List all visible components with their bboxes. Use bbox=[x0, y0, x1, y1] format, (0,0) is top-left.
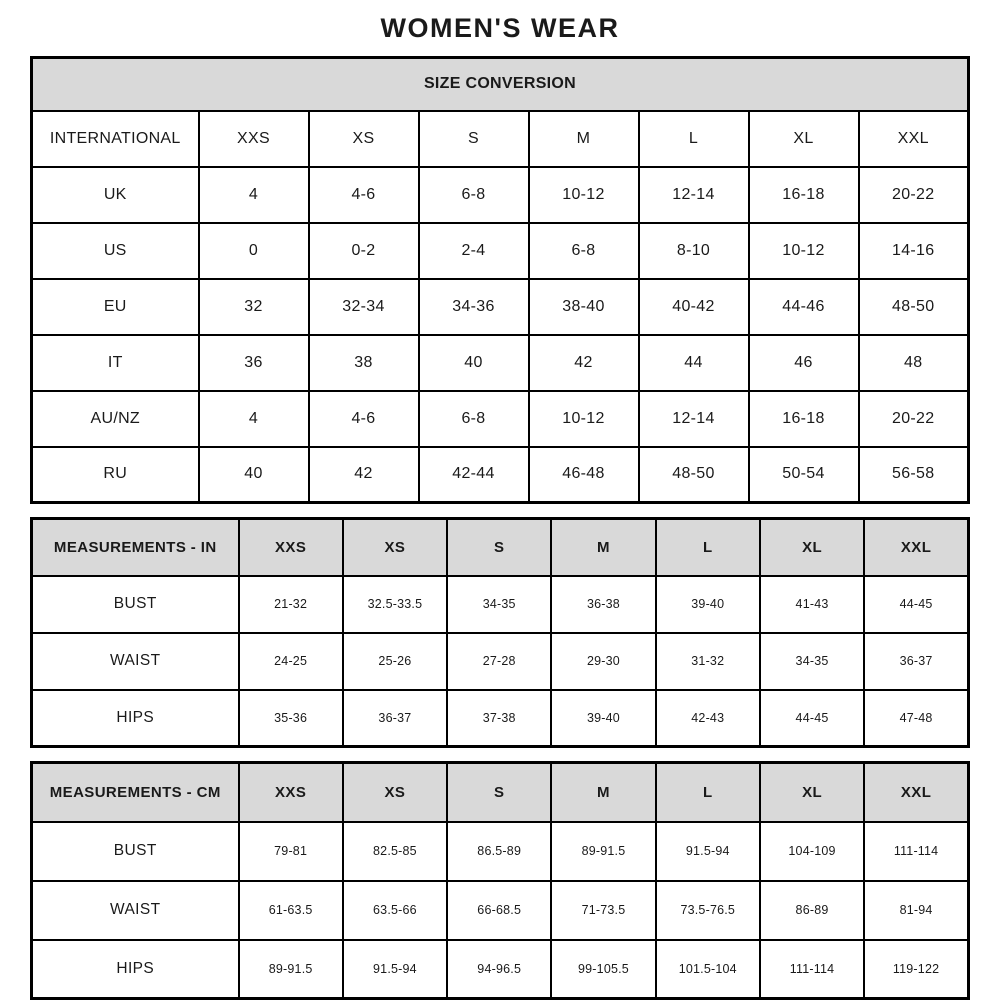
cell-uk-xxs: 4 bbox=[199, 167, 309, 223]
cell-eu-m: 38-40 bbox=[529, 279, 639, 335]
cell-uk-m: 10-12 bbox=[529, 167, 639, 223]
cell-au-nz-xxl: 20-22 bbox=[859, 391, 969, 447]
cell-ru-m: 46-48 bbox=[529, 447, 639, 503]
cell-hips-s: 94-96.5 bbox=[447, 940, 551, 999]
cell-waist-m: 29-30 bbox=[551, 633, 655, 690]
row-label-bust: BUST bbox=[32, 822, 239, 881]
measurements-in-table-body bbox=[32, 519, 969, 747]
cell-hips-s: 37-38 bbox=[447, 690, 551, 747]
cell-eu-l: 40-42 bbox=[639, 279, 749, 335]
row-label-waist: WAIST bbox=[32, 881, 239, 940]
col-header-xs: XS bbox=[343, 763, 447, 822]
cell-bust-s: 86.5-89 bbox=[447, 822, 551, 881]
cell-hips-xs: 36-37 bbox=[343, 690, 447, 747]
cell-hips-xxl: 119-122 bbox=[864, 940, 968, 999]
measurements_cm-row-bust bbox=[32, 822, 969, 881]
cell-it-s: 40 bbox=[419, 335, 529, 391]
measurements-cm-table-body bbox=[32, 763, 969, 999]
col-header-xxs: XXS bbox=[239, 763, 343, 822]
cell-us-m: 6-8 bbox=[529, 223, 639, 279]
cell-bust-xl: 41-43 bbox=[760, 576, 864, 633]
cell-waist-l: 73.5-76.5 bbox=[656, 881, 760, 940]
cell-waist-xl: 34-35 bbox=[760, 633, 864, 690]
size_conversion-row-uk bbox=[32, 167, 969, 223]
col-header-l: L bbox=[656, 519, 760, 576]
col-header-s: S bbox=[447, 763, 551, 822]
col-header-l: L bbox=[639, 111, 749, 167]
cell-bust-m: 89-91.5 bbox=[551, 822, 655, 881]
size_conversion-header-row bbox=[32, 111, 969, 167]
cell-au-nz-m: 10-12 bbox=[529, 391, 639, 447]
cell-ru-xxl: 56-58 bbox=[859, 447, 969, 503]
row-label-ru: RU bbox=[32, 447, 199, 503]
cell-au-nz-xxs: 4 bbox=[199, 391, 309, 447]
cell-bust-xl: 104-109 bbox=[760, 822, 864, 881]
measurements_cm-header-row bbox=[32, 763, 969, 822]
col-header-international: INTERNATIONAL bbox=[32, 111, 199, 167]
col-header-xxs: XXS bbox=[239, 519, 343, 576]
col-header-m: M bbox=[551, 519, 655, 576]
cell-au-nz-s: 6-8 bbox=[419, 391, 529, 447]
col-header-xxs: XXS bbox=[199, 111, 309, 167]
measurements-cm-table bbox=[30, 761, 970, 1000]
cell-uk-xl: 16-18 bbox=[749, 167, 859, 223]
row-label-hips: HIPS bbox=[32, 690, 239, 747]
size_conversion-row-eu bbox=[32, 279, 969, 335]
cell-bust-xxs: 21-32 bbox=[239, 576, 343, 633]
cell-waist-xl: 86-89 bbox=[760, 881, 864, 940]
measurements-in-table bbox=[30, 517, 970, 748]
row-label-au-nz: AU/NZ bbox=[32, 391, 199, 447]
row-label-waist: WAIST bbox=[32, 633, 239, 690]
cell-au-nz-xs: 4-6 bbox=[309, 391, 419, 447]
size-conversion-table bbox=[30, 56, 970, 504]
cell-hips-xl: 44-45 bbox=[760, 690, 864, 747]
cell-hips-xs: 91.5-94 bbox=[343, 940, 447, 999]
size_conversion-row-us bbox=[32, 223, 969, 279]
cell-us-s: 2-4 bbox=[419, 223, 529, 279]
cell-us-xxs: 0 bbox=[199, 223, 309, 279]
cell-bust-l: 39-40 bbox=[656, 576, 760, 633]
cell-hips-xxs: 89-91.5 bbox=[239, 940, 343, 999]
cell-waist-xxs: 61-63.5 bbox=[239, 881, 343, 940]
cell-uk-xxl: 20-22 bbox=[859, 167, 969, 223]
col-header-l: L bbox=[656, 763, 760, 822]
col-header-xs: XS bbox=[343, 519, 447, 576]
cell-uk-xs: 4-6 bbox=[309, 167, 419, 223]
cell-us-xxl: 14-16 bbox=[859, 223, 969, 279]
cell-au-nz-xl: 16-18 bbox=[749, 391, 859, 447]
cell-bust-xxl: 44-45 bbox=[864, 576, 968, 633]
cell-bust-s: 34-35 bbox=[447, 576, 551, 633]
size_conversion-row-ru bbox=[32, 447, 969, 503]
col-header-s: S bbox=[419, 111, 529, 167]
cell-hips-l: 42-43 bbox=[656, 690, 760, 747]
cell-bust-m: 36-38 bbox=[551, 576, 655, 633]
col-header-xxl: XXL bbox=[864, 519, 968, 576]
cell-waist-xxs: 24-25 bbox=[239, 633, 343, 690]
cell-it-xs: 38 bbox=[309, 335, 419, 391]
cell-it-xl: 46 bbox=[749, 335, 859, 391]
cell-waist-s: 66-68.5 bbox=[447, 881, 551, 940]
page-title: WOMEN'S WEAR bbox=[380, 12, 620, 43]
col-header-xl: XL bbox=[760, 763, 864, 822]
cell-waist-xs: 25-26 bbox=[343, 633, 447, 690]
measurements_in-row-bust bbox=[32, 576, 969, 633]
cell-us-l: 8-10 bbox=[639, 223, 749, 279]
cell-waist-xxl: 36-37 bbox=[864, 633, 968, 690]
cell-us-xl: 10-12 bbox=[749, 223, 859, 279]
cell-hips-xxl: 47-48 bbox=[864, 690, 968, 747]
cell-it-l: 44 bbox=[639, 335, 749, 391]
size_conversion-title-row bbox=[32, 58, 969, 111]
cell-hips-xxs: 35-36 bbox=[239, 690, 343, 747]
cell-hips-m: 39-40 bbox=[551, 690, 655, 747]
cell-bust-l: 91.5-94 bbox=[656, 822, 760, 881]
col-header-m: M bbox=[551, 763, 655, 822]
cell-waist-xs: 63.5-66 bbox=[343, 881, 447, 940]
measurements_in-header-row bbox=[32, 519, 969, 576]
col-header-xxl: XXL bbox=[859, 111, 969, 167]
row-label-eu: EU bbox=[32, 279, 199, 335]
col-header-xxl: XXL bbox=[864, 763, 968, 822]
size-conversion-table-body bbox=[32, 58, 969, 503]
measurements_cm-row-waist bbox=[32, 881, 969, 940]
cell-it-xxl: 48 bbox=[859, 335, 969, 391]
cell-hips-l: 101.5-104 bbox=[656, 940, 760, 999]
cell-bust-xxs: 79-81 bbox=[239, 822, 343, 881]
row-label-us: US bbox=[32, 223, 199, 279]
cell-waist-l: 31-32 bbox=[656, 633, 760, 690]
measurements_cm-row-hips bbox=[32, 940, 969, 999]
cell-au-nz-l: 12-14 bbox=[639, 391, 749, 447]
row-label-uk: UK bbox=[32, 167, 199, 223]
cell-us-xs: 0-2 bbox=[309, 223, 419, 279]
size_conversion-row-au-nz bbox=[32, 391, 969, 447]
cell-hips-m: 99-105.5 bbox=[551, 940, 655, 999]
row-label-it: IT bbox=[32, 335, 199, 391]
cell-bust-xs: 32.5-33.5 bbox=[343, 576, 447, 633]
cell-eu-xxl: 48-50 bbox=[859, 279, 969, 335]
cell-uk-l: 12-14 bbox=[639, 167, 749, 223]
cell-eu-xxs: 32 bbox=[199, 279, 309, 335]
measurements_in-row-hips bbox=[32, 690, 969, 747]
cell-waist-xxl: 81-94 bbox=[864, 881, 968, 940]
measurements_cm-title: MEASUREMENTS - CM bbox=[32, 763, 239, 822]
cell-eu-s: 34-36 bbox=[419, 279, 529, 335]
measurements_in-title: MEASUREMENTS - IN bbox=[32, 519, 239, 576]
cell-it-xxs: 36 bbox=[199, 335, 309, 391]
cell-ru-l: 48-50 bbox=[639, 447, 749, 503]
cell-ru-xl: 50-54 bbox=[749, 447, 859, 503]
col-header-xl: XL bbox=[749, 111, 859, 167]
measurements_in-row-waist bbox=[32, 633, 969, 690]
cell-hips-xl: 111-114 bbox=[760, 940, 864, 999]
cell-ru-xxs: 40 bbox=[199, 447, 309, 503]
cell-uk-s: 6-8 bbox=[419, 167, 529, 223]
cell-waist-m: 71-73.5 bbox=[551, 881, 655, 940]
col-header-xs: XS bbox=[309, 111, 419, 167]
col-header-xl: XL bbox=[760, 519, 864, 576]
cell-eu-xs: 32-34 bbox=[309, 279, 419, 335]
cell-eu-xl: 44-46 bbox=[749, 279, 859, 335]
size_conversion-row-it bbox=[32, 335, 969, 391]
cell-ru-s: 42-44 bbox=[419, 447, 529, 503]
cell-waist-s: 27-28 bbox=[447, 633, 551, 690]
col-header-m: M bbox=[529, 111, 639, 167]
col-header-s: S bbox=[447, 519, 551, 576]
cell-ru-xs: 42 bbox=[309, 447, 419, 503]
cell-it-m: 42 bbox=[529, 335, 639, 391]
size_conversion-title: SIZE CONVERSION bbox=[32, 58, 969, 111]
row-label-bust: BUST bbox=[32, 576, 239, 633]
cell-bust-xs: 82.5-85 bbox=[343, 822, 447, 881]
row-label-hips: HIPS bbox=[32, 940, 239, 999]
cell-bust-xxl: 111-114 bbox=[864, 822, 968, 881]
